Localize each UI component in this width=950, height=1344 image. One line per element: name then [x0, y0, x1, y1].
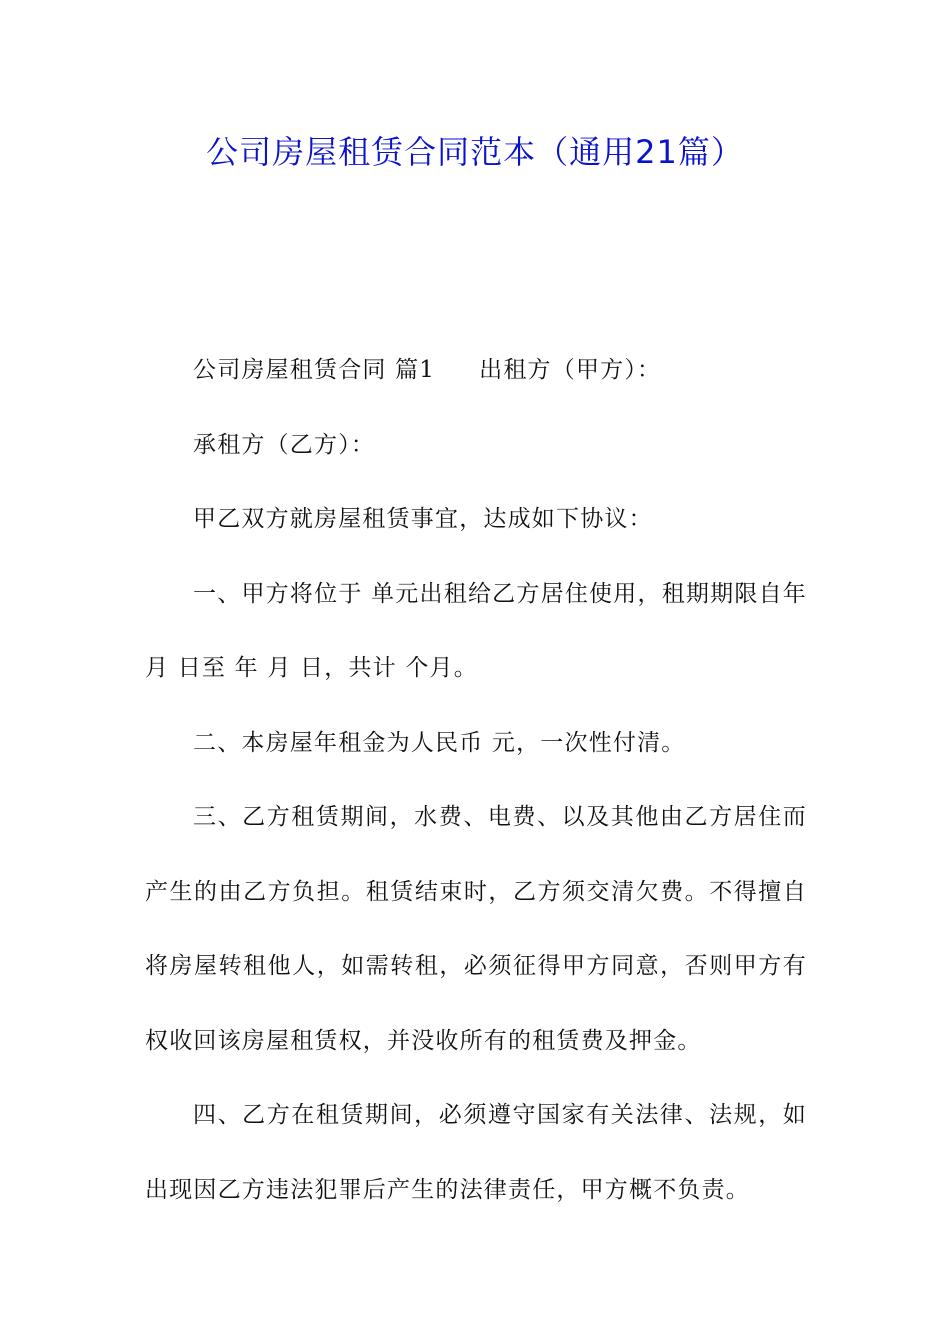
clause-2: 二、本房屋年租金为人民币 元，一次性付清。 — [193, 729, 686, 756]
clause-1: 一、甲方将位于 单元出租给乙方居住使用，租期期限自年 月 日至 年 月 日，共计 个月。 — [145, 580, 807, 681]
section-heading-line — [145, 333, 807, 408]
section-label: 公司房屋租赁合同 篇1 — [193, 357, 436, 383]
lessee-line: 承租方（乙方）： — [193, 431, 376, 458]
lessor-label: 出租方（甲方）： — [479, 357, 662, 383]
clause-4: 四、乙方在租赁期间，必须遵守国家有关法律、法规，如出现因乙方违法犯罪后产生的法律责任，甲方概不负责。 — [145, 1102, 807, 1203]
document-title: 公司房屋租赁合同范本（通用21篇） — [206, 133, 744, 171]
document-body — [145, 333, 807, 1227]
agreement-intro: 甲乙双方就房屋租赁事宜，达成如下协议： — [193, 506, 653, 532]
clause-3: 三、乙方租赁期间，水费、电费、以及其他由乙方居住而产生的由乙方负担。租赁结束时，乙方须交清欠费。不得擅自将房屋转租他人，如需转租，必须征得甲方同意，否则甲方有权收回该房屋租赁权，并没收所有的租赁费及押金。 — [145, 804, 807, 1054]
